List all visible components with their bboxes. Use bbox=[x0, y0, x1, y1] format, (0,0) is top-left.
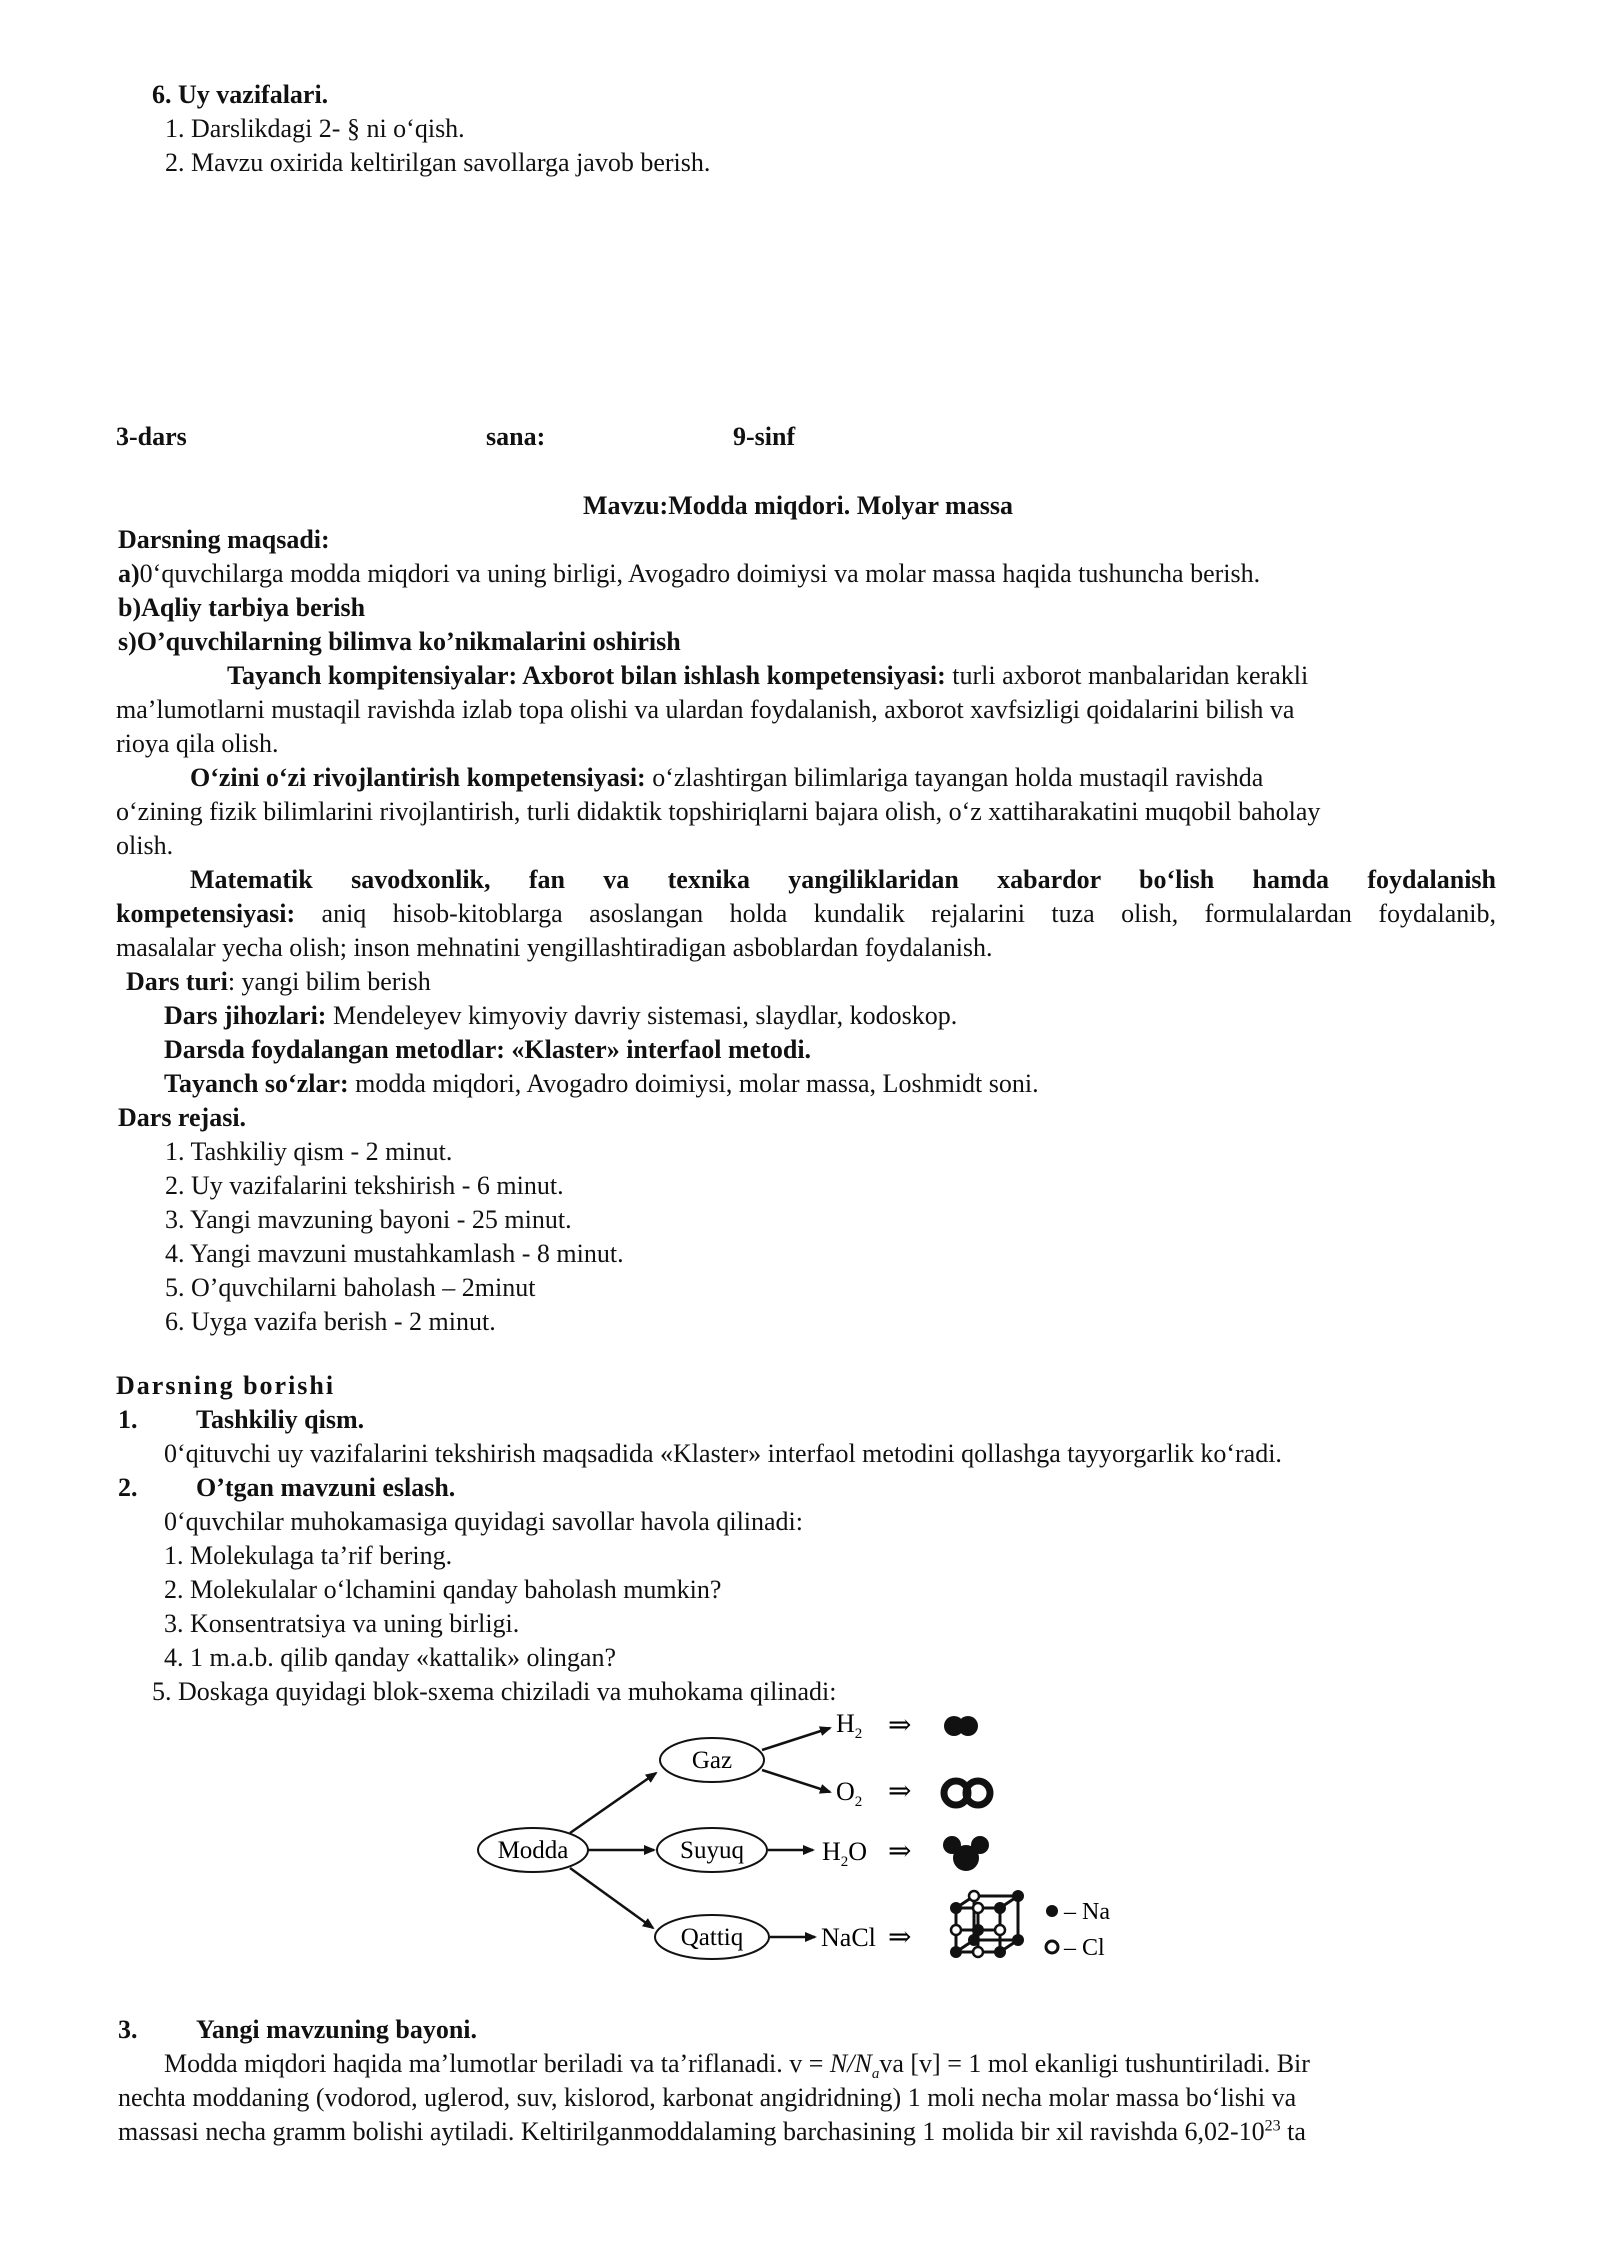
lesson-keywords-label: Tayanch so‘zlar: bbox=[164, 1069, 349, 1098]
lesson-equipment bbox=[164, 999, 957, 1033]
step-2-number: 2. bbox=[118, 1473, 138, 1502]
homework-item-2: 2. Mavzu oxirida keltirilgan savollarga javob berish. bbox=[165, 148, 711, 177]
goal-a-label: a) bbox=[118, 559, 140, 588]
section-3-number: 3. bbox=[118, 2015, 138, 2044]
competency-3-text: aniq hisob-kitoblarga asoslangan holda kundalik rejalarini tuza olish, formulalardan foydalanib, bbox=[295, 899, 1496, 928]
competency-2-line-1 bbox=[190, 761, 1263, 795]
competency-2-text: o‘zlashtirgan bilimlariga tayangan holda mustaqil ravishda bbox=[645, 763, 1264, 792]
lesson-methods: Darsda foydalangan metodlar: «Klaster» interfaol metodi. bbox=[164, 1035, 812, 1064]
question-1: 1. Molekulaga ta’rif bering. bbox=[164, 1541, 453, 1570]
competency-3-line-2 bbox=[116, 897, 1496, 931]
plan-item-1: 1. Tashkiliy qism - 2 minut. bbox=[165, 1137, 453, 1166]
formula-h2: $H_2$ bbox=[836, 1709, 863, 1742]
question-3: 3. Konsentratsiya va uning birligi. bbox=[164, 1609, 520, 1638]
goal-a-text: 0‘quvchilarga modda miqdori va uning birligi, Avogadro doimiysi va molar massa haqida tushuncha berish. bbox=[139, 559, 1261, 588]
legend-na-icon bbox=[1046, 1905, 1058, 1917]
goal-a bbox=[118, 557, 1260, 591]
node-qattiq-label: Qattiq bbox=[680, 1924, 744, 1951]
h2-molecule-icon bbox=[958, 1716, 978, 1736]
step-1-text: 0‘qituvchi uy vazifalarini tekshirish maqsadida «Klaster» interfaol metodini qollashga tayyorgarlik ko‘radi. bbox=[164, 1439, 1282, 1468]
plan-item-2: 2. Uy vazifalarini tekshirish - 6 minut. bbox=[165, 1171, 564, 1200]
homework-item-1: 1. Darslikdagi 2- § ni o‘qish. bbox=[165, 114, 465, 143]
competency-3-label: kompetensiyasi: bbox=[116, 899, 296, 928]
lesson-type-text: : yangi bilim berish bbox=[227, 967, 431, 996]
node-modda-label: Modda bbox=[497, 1837, 569, 1864]
progress-heading: Darsning borishi bbox=[116, 1371, 336, 1400]
arrow-gaz-h2 bbox=[762, 1728, 830, 1750]
h2o-molecule-icon bbox=[943, 1836, 961, 1854]
legend-cl-icon bbox=[1046, 1941, 1058, 1953]
section-3-line-3 bbox=[118, 2115, 1306, 2149]
legend-cl: – Cl bbox=[1064, 1935, 1105, 1961]
section-3-line-1 bbox=[164, 2047, 1310, 2081]
step-2-intro: 0‘quvchilar muhokamasiga quyidagi savollar havola qilinadi: bbox=[164, 1507, 804, 1536]
competency-1-text: turli axborot manbalaridan kerakli bbox=[945, 661, 1309, 690]
arrow-h2-model: ⇒ bbox=[888, 1710, 912, 1741]
node-suyuq-label: Suyuq bbox=[680, 1837, 744, 1864]
plan-item-3: 3. Yangi mavzuning bayoni - 25 minut. bbox=[165, 1205, 572, 1234]
arrow-modda-qattiq bbox=[570, 1868, 653, 1928]
question-4: 4. 1 m.a.b. qilib qanday «kattalik» olingan? bbox=[164, 1643, 617, 1672]
goal-s: s)O’quvchilarning bilimva ko’nikmalarini oshirish bbox=[118, 627, 681, 656]
arrow-gaz-o2 bbox=[762, 1770, 830, 1792]
section-3-text-d: ta bbox=[1280, 2117, 1306, 2146]
competency-3-line-1: Matematik savodxonlik, fan va texnika yangiliklaridan xabardor bo‘lish hamda foydalanish bbox=[190, 865, 1496, 894]
nacl-crystal-icon bbox=[956, 1896, 1018, 1952]
section-3-text-b: va [v] = 1 mol ekanligi tushuntiriladi. Bir bbox=[879, 2049, 1310, 2078]
formula-h2o: $H_2O$ bbox=[822, 1837, 868, 1870]
step-1-number: 1. bbox=[118, 1405, 138, 1434]
h2o-molecule-icon bbox=[971, 1836, 989, 1854]
arrow-modda-gaz bbox=[570, 1773, 656, 1833]
section-3-text-c: massasi necha gramm bolishi aytiladi. Keltirilganmoddalaming barchasining 1 molida bir xil ravishda 6,02-10 bbox=[118, 2117, 1265, 2146]
competency-1-label: Tayanch kompitensiyalar: Axborot bilan ishlash kompetensiyasi: bbox=[227, 661, 946, 690]
section-3-line-2: nechta moddaning (vodorod, uglerod, suv, kislorod, karbonat angidridning) 1 moli necha molar massa bo‘lishi va bbox=[118, 2083, 1297, 2112]
question-2: 2. Molekulalar o‘lchamini qanday baholash mumkin? bbox=[164, 1575, 722, 1604]
competency-2-label: O‘zini o‘zi rivojlantirish kompetensiyasi: bbox=[190, 763, 646, 792]
formula-o2: $O_2$ bbox=[836, 1777, 863, 1810]
competency-2-line-2: o‘zining fizik bilimlarini rivojlantirish, turli didaktik topshiriqlarni bajara olish, o‘z xattiharakatini muqobil baholay bbox=[116, 797, 1321, 826]
homework-heading: 6. Uy vazifalari. bbox=[152, 80, 329, 109]
competency-1-line-3: rioya qila olish. bbox=[116, 729, 279, 758]
lesson-equipment-text: Mendeleyev kimyoviy davriy sistemasi, slaydlar, kodoskop. bbox=[326, 1001, 958, 1030]
block-diagram bbox=[470, 1700, 1130, 1990]
question-5: 5. Doskaga quyidagi blok-sxema chiziladi va muhokama qilinadi: bbox=[152, 1677, 837, 1706]
step-2-title: O’tgan mavzuni eslash. bbox=[196, 1473, 456, 1502]
page-title: Mavzu:Modda miqdori. Molyar massa bbox=[583, 491, 1013, 520]
lesson-type bbox=[126, 965, 431, 999]
formula-n-na: $N/N_a$ bbox=[829, 2049, 880, 2083]
lesson-keywords-text: modda miqdori, Avogadro doimiysi, molar massa, Loshmidt soni. bbox=[348, 1069, 1039, 1098]
lesson-type-label: Dars turi bbox=[126, 967, 228, 996]
node-gaz-label: Gaz bbox=[691, 1747, 733, 1774]
plan-item-4: 4. Yangi mavzuni mustahkamlash - 8 minut. bbox=[165, 1239, 624, 1268]
competency-3-line-3: masalalar yecha olish; inson mehnatini yengillashtiradigan asboblardan foydalanish. bbox=[116, 933, 993, 962]
formula-nacl: NaCl bbox=[821, 1923, 876, 1952]
section-3-title: Yangi mavzuning bayoni. bbox=[196, 2015, 478, 2044]
arrow-nacl-model: ⇒ bbox=[888, 1922, 912, 1953]
lesson-equipment-label: Dars jihozlari: bbox=[164, 1001, 327, 1030]
arrow-o2-model: ⇒ bbox=[888, 1776, 912, 1807]
competency-2-line-3: olish. bbox=[116, 831, 174, 860]
section-3-text-a: Modda miqdori haqida ma’lumotlar beriladi va ta’riflanadi. v = bbox=[164, 2049, 830, 2078]
competency-1-line-1 bbox=[227, 659, 1308, 693]
arrow-h2o-model: ⇒ bbox=[888, 1836, 912, 1867]
plan-item-6: 6. Uyga vazifa berish - 2 minut. bbox=[165, 1307, 496, 1336]
lesson-date-label: sana: bbox=[486, 422, 546, 451]
lesson-grade: 9-sinf bbox=[733, 422, 796, 451]
legend-na: – Na bbox=[1064, 1899, 1110, 1925]
lesson-number: 3-dars bbox=[116, 422, 187, 451]
goals-heading: Darsning maqsadi: bbox=[118, 525, 330, 554]
plan-heading: Dars rejasi. bbox=[118, 1103, 247, 1132]
competency-1-line-2: ma’lumotlarni mustaqil ravishda izlab topa olishi va ulardan foydalanish, axborot xavfsizligi qoidalarini bilish va bbox=[116, 695, 1295, 724]
goal-b: b)Aqliy tarbiya berish bbox=[118, 593, 366, 622]
plan-item-5: 5. O’quvchilarni baholash – 2minut bbox=[165, 1273, 536, 1302]
step-1-title: Tashkiliy qism. bbox=[196, 1405, 365, 1434]
lesson-keywords bbox=[164, 1067, 1039, 1101]
exponent: 23 bbox=[1264, 2117, 1281, 2135]
